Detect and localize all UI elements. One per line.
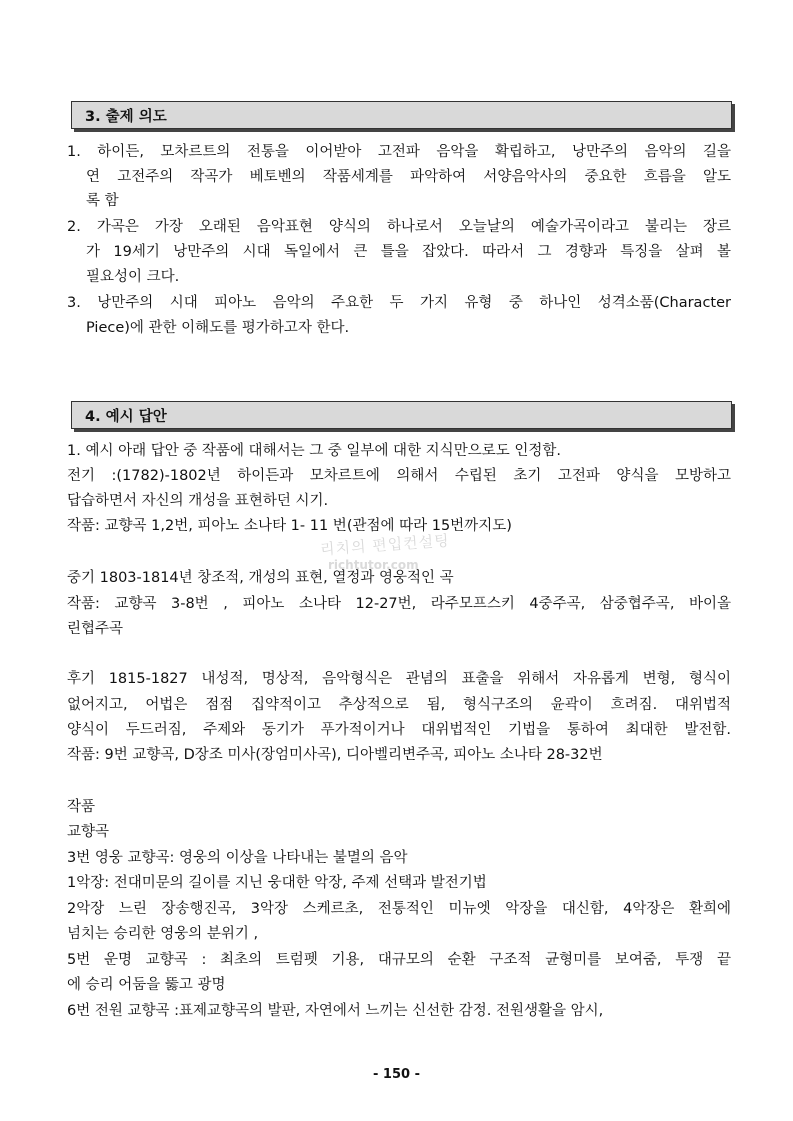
answer-line: 2악장 느린 장송행진곡, 3악장 스케르초, 전통적인 미뉴엣 악장을 대신함, 4악장은 환희에 — [67, 901, 731, 917]
answer-line: 전기 :(1782)-1802년 하이든과 모차르트에 의해서 수립된 초기 고전파 양식을 모방하고 — [67, 468, 731, 484]
answer-line: 답습하면서 자신의 개성을 표현하던 시기. — [67, 493, 329, 509]
intent-item-1-line2: 연 고전주의 작곡가 베토벤의 작품세계를 파악하여 서양음악사의 중요한 흐름을 알도 — [86, 169, 731, 185]
section-4-title: 4. 예시 답안 — [85, 409, 167, 425]
intent-item-3-line2: Piece)에 관한 이해도를 평가하고자 한다. — [86, 320, 350, 336]
answer-line: 중기 1803-1814년 창조적, 개성의 표현, 열정과 영웅적인 곡 — [67, 570, 454, 586]
page-number: - 150 - — [373, 1067, 420, 1082]
section-3-header — [71, 101, 732, 129]
answer-line: 넘치는 승리한 영웅의 분위기 , — [67, 926, 259, 942]
answer-line: 5번 운명 교향곡 : 최초의 트럼펫 기용, 대규모의 순환 구조적 균형미를 보여줌, 투쟁 끝 — [67, 952, 731, 968]
answer-line: 양식이 두드러짐, 주제와 동기가 푸가적이거나 대위법적인 기법을 통하여 최대한 발전함. — [67, 722, 731, 738]
answer-line: 작품: 교향곡 3-8번 , 피아노 소나타 12-27번, 라주모프스키 4중주곡, 삼중협주곡, 바이올 — [67, 596, 731, 612]
watermark-url: richtutor.com — [328, 558, 419, 572]
intent-item-2-line3: 필요성이 크다. — [86, 269, 180, 285]
answer-line: 후기 1815-1827 내성적, 명상적, 음악형식은 관념의 표출을 위해서 자유롭게 변형, 형식이 — [67, 671, 731, 687]
intent-item-1-line3: 록 함 — [86, 193, 119, 209]
answer-line: 에 승리 어둠을 뚫고 광명 — [67, 977, 226, 993]
answer-line: 없어지고, 어법은 점점 집약적이고 추상적으로 됨, 형식구조의 윤곽이 흐려짐. 대위법적 — [67, 697, 731, 713]
intent-item-1-line1: 1. 하이든, 모차르트의 전통을 이어받아 고전파 음악을 확립하고, 낭만주의 음악의 길을 — [67, 144, 731, 160]
answer-line: 1악장: 전대미문의 길이를 지닌 웅대한 악장, 주제 선택과 발전기법 — [67, 875, 487, 891]
intent-item-3-line1: 3. 낭만주의 시대 피아노 음악의 주요한 두 가지 유형 중 하나인 성격소품(Character — [67, 295, 731, 311]
intent-item-2-line1: 2. 가곡은 가장 오래된 음악표현 양식의 하나로서 오늘날의 예술가곡이라고 불리는 장르 — [67, 219, 731, 235]
intent-item-2-line2: 가 19세기 낭만주의 시대 독일에서 큰 틀을 잡았다. 따라서 그 경향과 특징을 살펴 볼 — [86, 244, 731, 260]
answer-line: 교향곡 — [67, 824, 110, 840]
answer-line: 1. 예시 아래 답안 중 작품에 대해서는 그 중 일부에 대한 지식만으로도 인정함. — [67, 443, 561, 459]
answer-line: 6번 전원 교향곡 :표제교향곡의 발판, 자연에서 느끼는 신선한 감정. 전원생활을 암시, — [67, 1003, 604, 1019]
answer-line: 린협주곡 — [67, 621, 124, 637]
section-3-title: 3. 출제 의도 — [85, 109, 167, 125]
answer-line: 작품: 9번 교향곡, D장조 미사(장엄미사곡), 디아벨리변주곡, 피아노 소나타 28-32번 — [67, 747, 603, 763]
watermark: 리치의 편입컨설팅 — [319, 531, 451, 559]
section-4-header — [71, 401, 732, 429]
answer-line: 작품: 교향곡 1,2번, 피아노 소나타 1- 11 번(관점에 따라 15번까지도) — [67, 518, 512, 534]
answer-line: 작품 — [67, 799, 96, 815]
answer-line: 3번 영웅 교향곡: 영웅의 이상을 나타내는 불멸의 음악 — [67, 850, 408, 866]
